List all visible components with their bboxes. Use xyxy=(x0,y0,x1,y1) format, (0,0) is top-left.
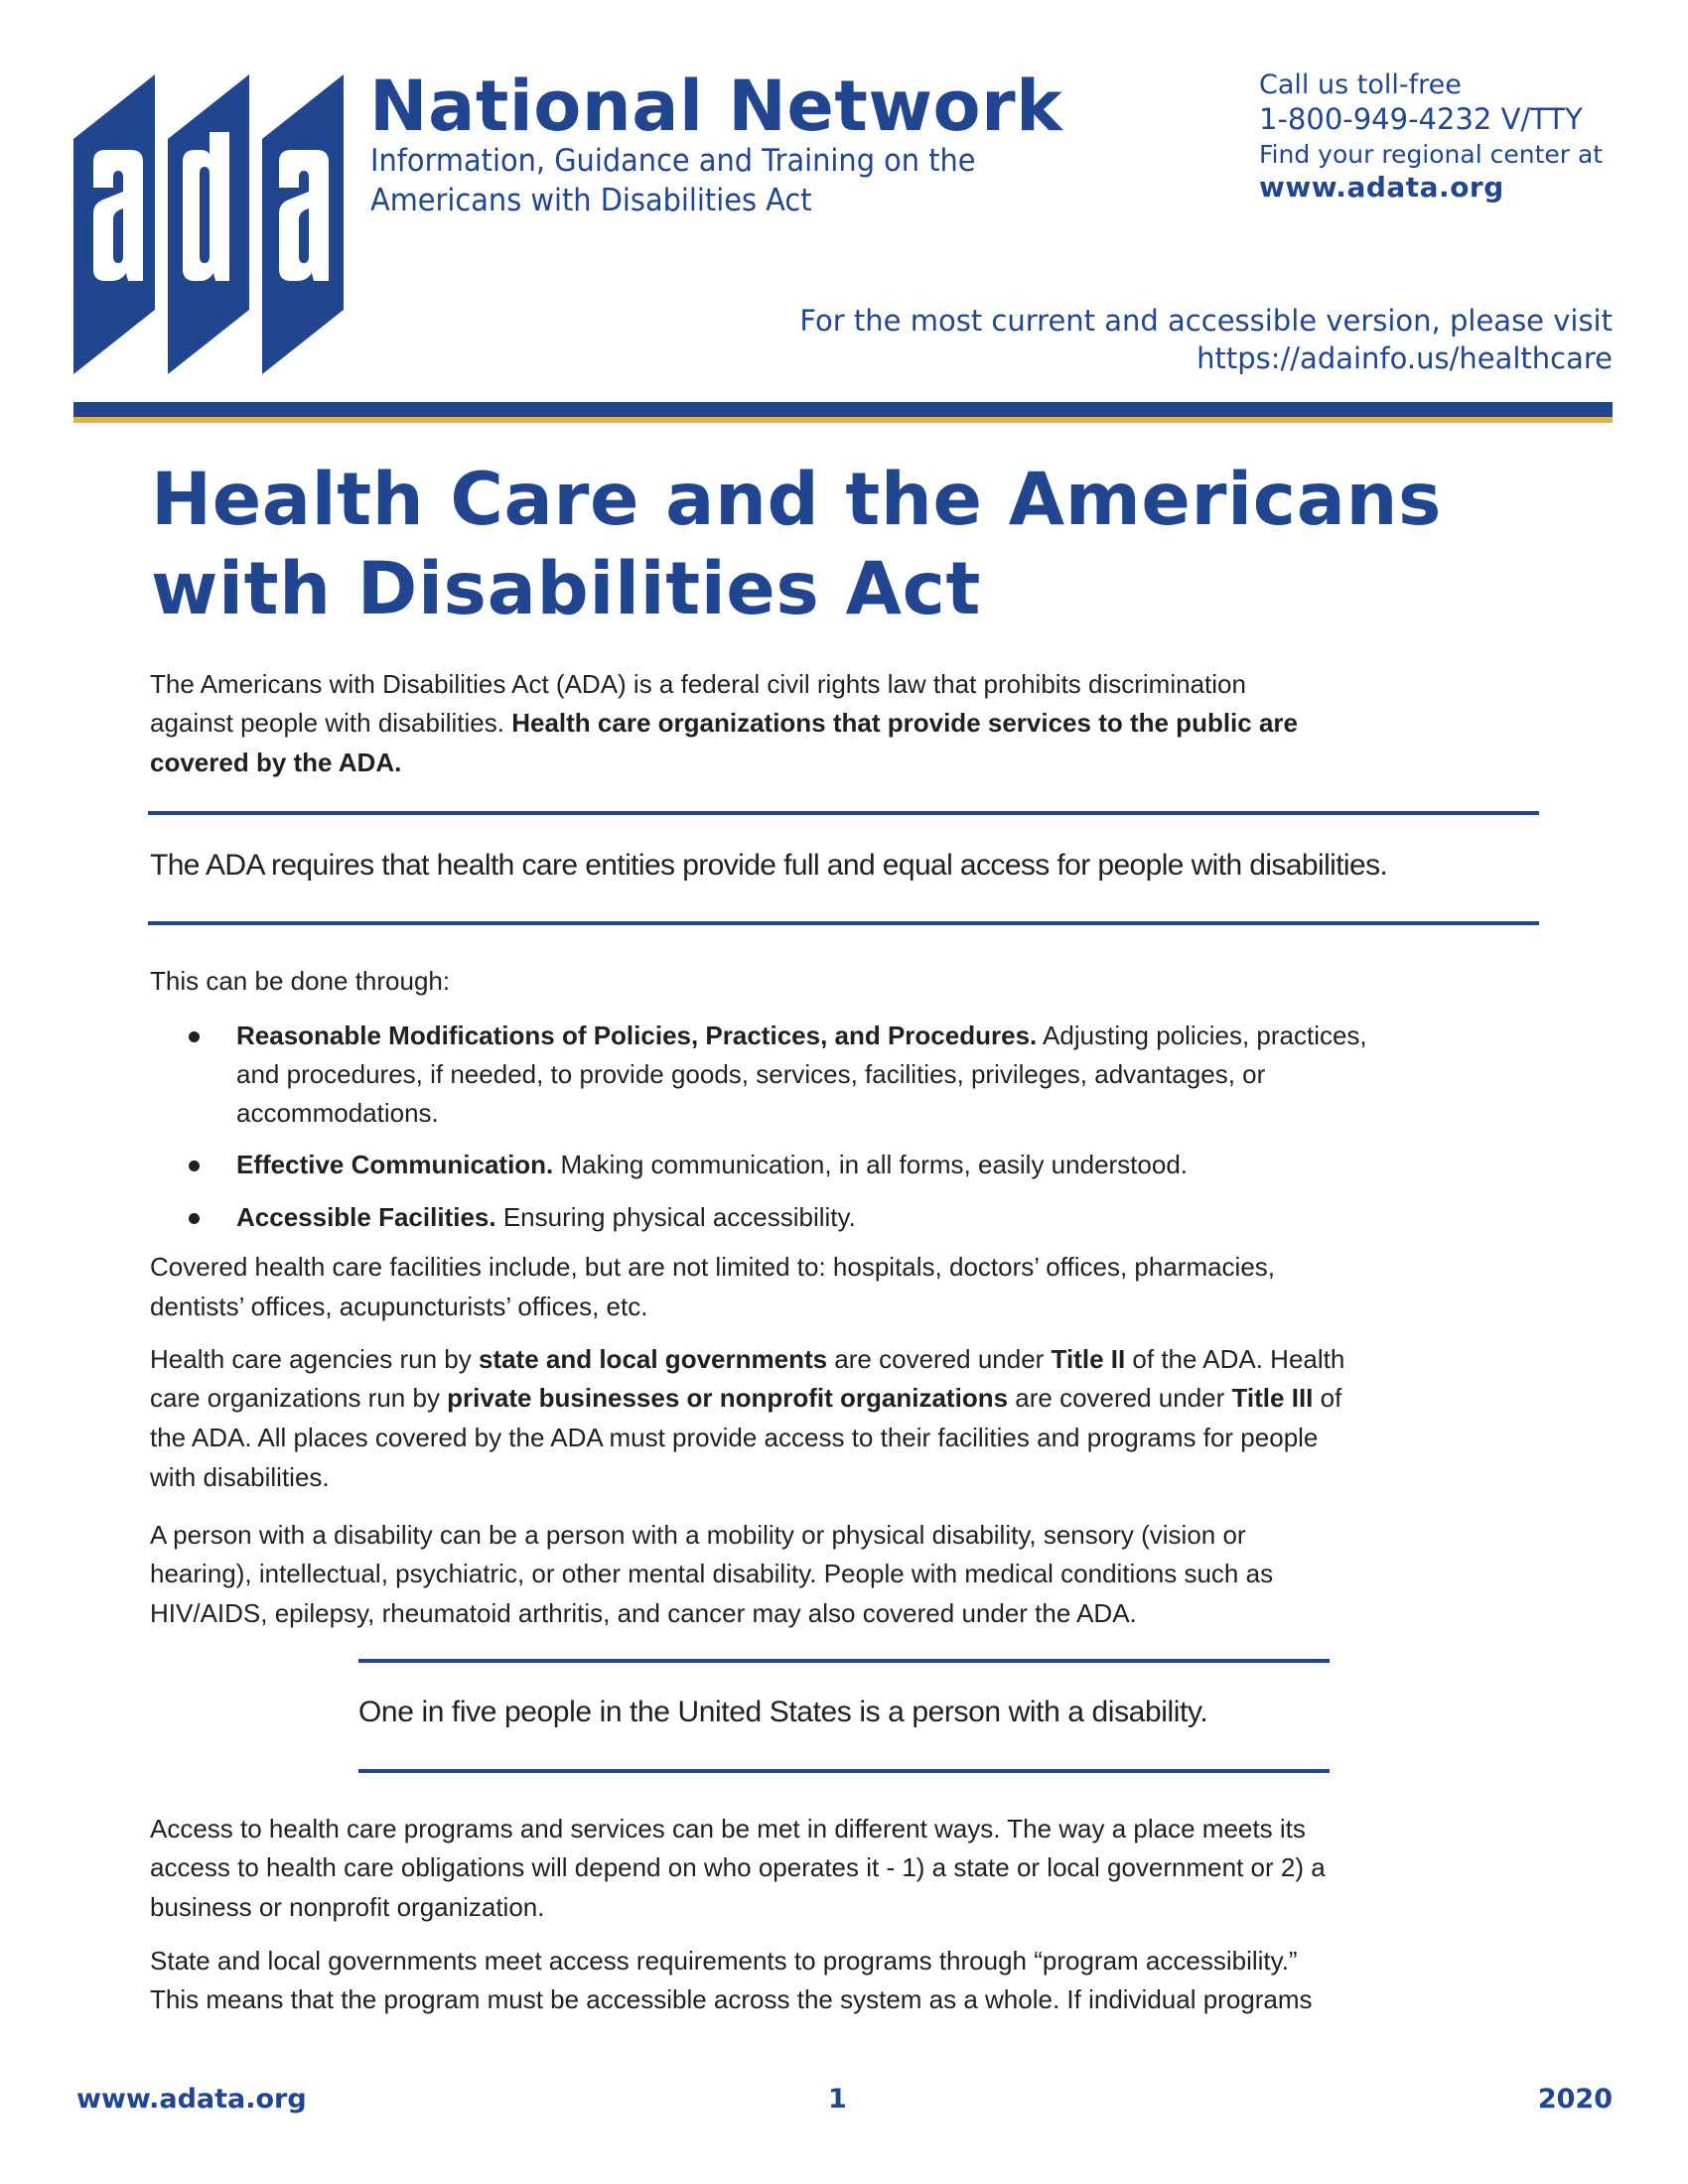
bullet-1-heading: Reasonable Modifications of Policies, Practices, and Procedures. xyxy=(236,1021,1038,1050)
access-line-2: access to health care obligations will depend on who operates it - 1) a state or local government or 2) a xyxy=(150,1852,1326,1882)
callout-rule-bottom xyxy=(148,921,1539,925)
titles-paragraph-line-4: with disabilities. xyxy=(150,1462,330,1492)
bullet-icon xyxy=(189,1213,200,1224)
callout-full-equal-access: The ADA requires that health care entities provide full and equal access for people with disabilities. xyxy=(150,849,1388,882)
bullet-1-line-1 xyxy=(236,1021,1367,1050)
intro-emphasis: Health care organizations that provide services to the public are xyxy=(511,708,1298,738)
bullet-3-heading: Accessible Facilities. xyxy=(236,1202,496,1232)
header-divider-gold xyxy=(73,417,1613,423)
call-toll-free-label: Call us toll-free xyxy=(1259,69,1462,100)
intro-line-2 xyxy=(150,708,1298,738)
brand-title: National Network xyxy=(369,66,1063,147)
bullet-2-text: Making communication, in all forms, easily understood. xyxy=(553,1150,1189,1179)
intro-line-3 xyxy=(150,748,401,777)
footer-website-link[interactable]: www.adata.org xyxy=(76,2084,307,2115)
bullet-icon xyxy=(189,1031,200,1042)
text: care organizations run by xyxy=(150,1383,448,1413)
access-line-3: business or nonprofit organization. xyxy=(150,1892,545,1922)
titles-paragraph-line-3: the ADA. All places covered by the ADA must provide access to their facilities and programs for people xyxy=(150,1423,1319,1452)
accessible-version-notice: For the most current and accessible version, please visit xyxy=(799,304,1613,338)
emphasis-title-iii: Title III xyxy=(1231,1383,1314,1413)
titles-paragraph-line-2 xyxy=(150,1383,1341,1413)
find-regional-center-label: Find your regional center at xyxy=(1259,140,1604,169)
emphasis-state-local: state and local governments xyxy=(478,1344,828,1374)
footer-year: 2020 xyxy=(1537,2084,1613,2115)
bullet-1-text: Adjusting policies, practices, xyxy=(1037,1021,1367,1050)
list-intro: This can be done through: xyxy=(150,966,451,996)
definition-line-1: A person with a disability can be a person with a mobility or physical disability, sensory (vision or xyxy=(150,1520,1246,1550)
ada-logo xyxy=(73,74,344,374)
program-accessibility-line-1: State and local governments meet access requirements to programs through “program accessibility.” xyxy=(150,1946,1298,1976)
page-title-line-2: with Disabilities Act xyxy=(151,547,981,631)
titles-paragraph-line-1 xyxy=(150,1344,1344,1374)
bullet-3-line-1 xyxy=(236,1202,856,1232)
header-divider-blue xyxy=(73,402,1613,417)
accessible-version-link[interactable]: https://adainfo.us/healthcare xyxy=(1196,341,1613,375)
callout-2-rule-top xyxy=(358,1659,1330,1663)
text: are covered under xyxy=(827,1344,1052,1374)
brand-subtitle-line-2: Americans with Disabilities Act xyxy=(370,183,812,218)
header-website-link[interactable]: www.adata.org xyxy=(1259,171,1504,204)
text: Health care agencies run by xyxy=(150,1344,479,1374)
text: are covered under xyxy=(1008,1383,1232,1413)
phone-number[interactable]: 1-800-949-4232 V/TTY xyxy=(1259,102,1583,136)
text: of xyxy=(1313,1383,1342,1413)
bullet-1-line-2: and procedures, if needed, to provide goods, services, facilities, privileges, advantages, or xyxy=(236,1059,1266,1089)
bullet-2-line-1 xyxy=(236,1150,1188,1179)
covered-facilities-line-2: dentists’ offices, acupuncturists’ offices, etc. xyxy=(150,1292,648,1321)
access-line-1: Access to health care programs and services can be met in different ways. The way a place meets its xyxy=(150,1814,1306,1843)
intro-line-1: The Americans with Disabilities Act (ADA) is a federal civil rights law that prohibits discrimination xyxy=(150,669,1246,699)
brand-subtitle-line-1: Information, Guidance and Training on the xyxy=(370,143,976,179)
callout-one-in-five: One in five people in the United States is a person with a disability. xyxy=(358,1696,1208,1728)
definition-line-3: HIV/AIDS, epilepsy, rheumatoid arthritis, and cancer may also covered under the ADA. xyxy=(150,1598,1137,1628)
bullet-1-line-3: accommodations. xyxy=(236,1098,439,1128)
intro-emphasis-cont: covered by the ADA. xyxy=(150,748,402,777)
program-accessibility-line-2: This means that the program must be accessible across the system as a whole. If individual programs xyxy=(150,1984,1313,2014)
page-number: 1 xyxy=(828,2084,847,2115)
emphasis-private-nonprofit: private businesses or nonprofit organizations xyxy=(447,1383,1009,1413)
text: of the ADA. Health xyxy=(1125,1344,1345,1374)
callout-rule-top xyxy=(148,811,1539,815)
definition-line-2: hearing), intellectual, psychiatric, or other mental disability. People with medical conditions such as xyxy=(150,1559,1274,1588)
emphasis-title-ii: Title II xyxy=(1051,1344,1126,1374)
bullet-3-text: Ensuring physical accessibility. xyxy=(495,1202,856,1232)
intro-text: against people with disabilities. xyxy=(150,708,512,738)
covered-facilities-line-1: Covered health care facilities include, but are not limited to: hospitals, doctors’ offices, pharmacies, xyxy=(150,1252,1276,1282)
bullet-icon xyxy=(189,1160,200,1171)
page-title-line-1: Health Care and the Americans xyxy=(151,458,1443,542)
callout-2-rule-bottom xyxy=(358,1769,1330,1773)
bullet-2-heading: Effective Communication. xyxy=(236,1150,554,1179)
